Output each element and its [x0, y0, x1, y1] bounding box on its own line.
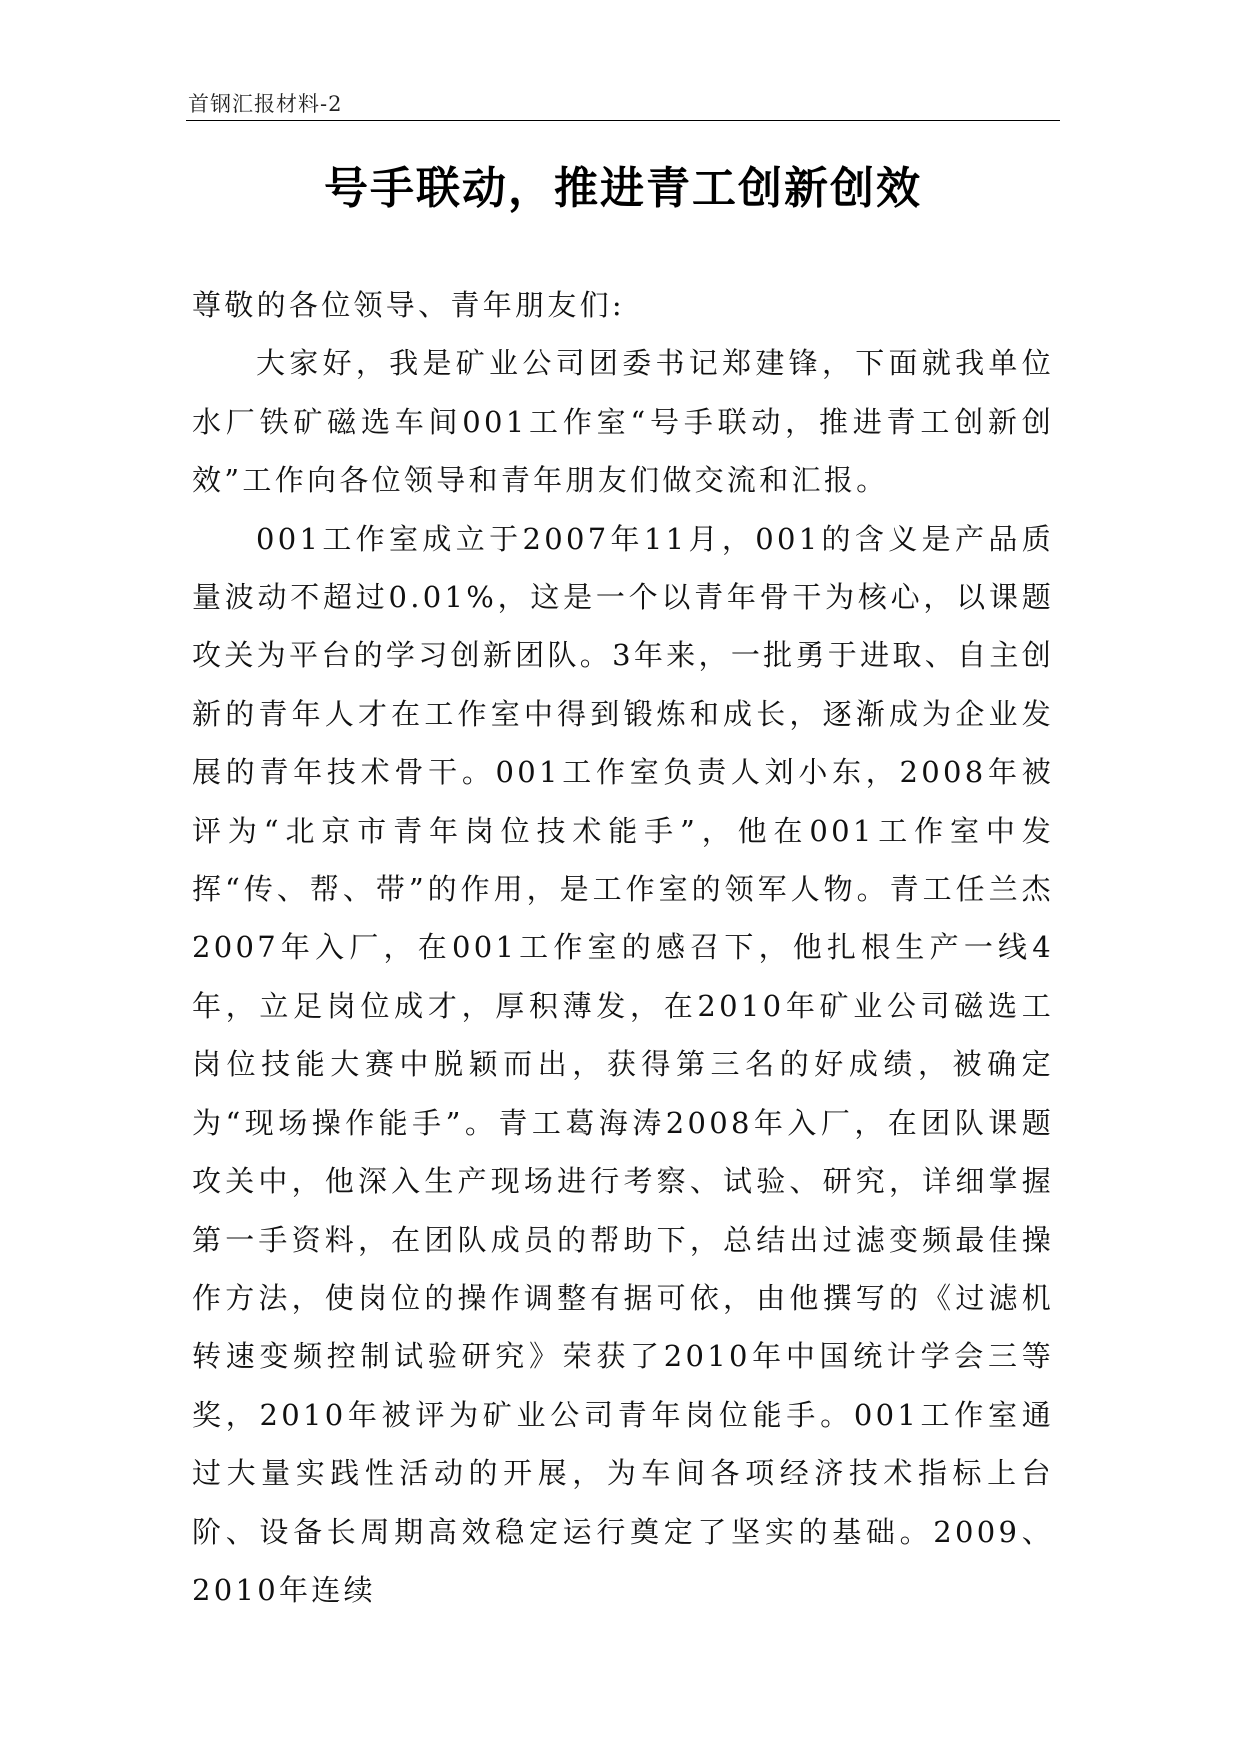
page-header-label: 首钢汇报材料-2: [188, 92, 343, 116]
paragraph-studio: 001工作室成立于2007年11月，001的含义是产品质量波动不超过0.01%，这是一个以青年骨干为核心，以课题攻关为平台的学习创新团队。3年来，一批勇于进取、自主创新的青年人才在工作室中得到锻炼和成长，逐渐成为企业发展的青年技术骨干。001工作室负责人刘小东，2008年被评为“北京市青年岗位技术能手”，他在001工作室中发挥“传、帮、带”的作用，是工作室的领军人物。青工任兰杰2007年入厂，在001工作室的感召下，他扎根生产一线4年，立足岗位成才，厚积薄发，在2010年矿业公司磁选工岗位技能大赛中脱颖而出，获得第三名的好成绩，被确定为“现场操作能手”。青工葛海涛2008年入厂，在团队课题攻关中，他深入生产现场进行考察、试验、研究，详细掌握第一手资料，在团队成员的帮助下，总结出过滤变频最佳操作方法，使岗位的操作调整有据可依，由他撰写的《过滤机转速变频控制试验研究》荣获了2010年中国统计学会三等奖，2010年被评为矿业公司青年岗位能手。001工作室通过大量实践性活动的开展，为车间各项经济技术指标上台阶、设备长周期高效稳定运行奠定了坚实的基础。2009、2010年连续: [192, 521, 1054, 1607]
document-body: [192, 276, 1054, 1619]
paragraph-intro: 大家好，我是矿业公司团委书记郑建锋，下面就我单位水厂铁矿磁选车间001工作室“号手联动，推进青工创新创效”工作向各位领导和青年朋友们做交流和汇报。: [192, 346, 1054, 498]
header-divider: [186, 120, 1060, 121]
document-title: 号手联动，推进青工创新创效: [324, 163, 922, 214]
salutation: 尊敬的各位领导、青年朋友们:: [192, 288, 625, 322]
